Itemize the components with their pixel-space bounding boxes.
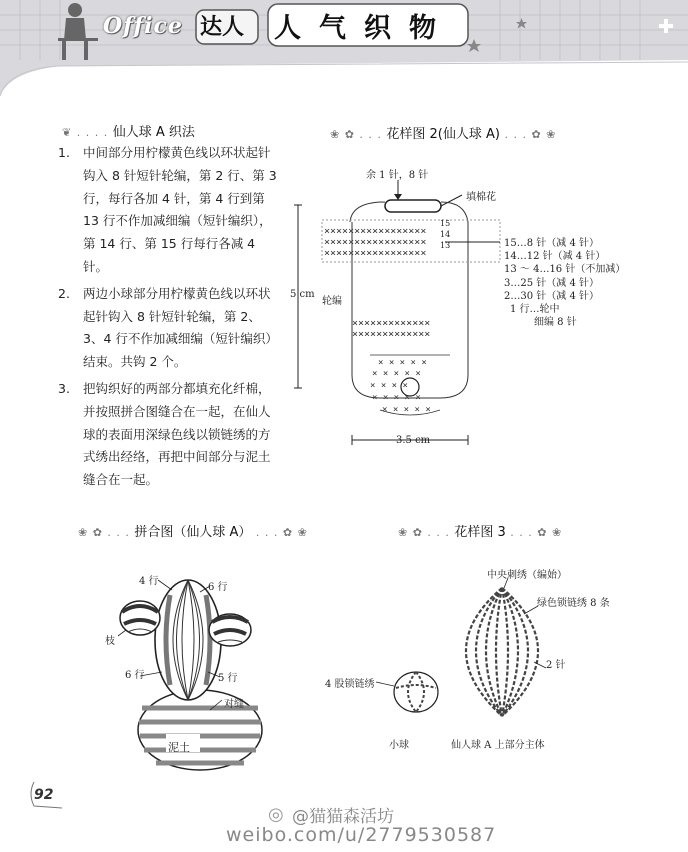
page-number: 92 — [34, 787, 54, 803]
weibo-logo-icon: ◎ — [268, 804, 284, 825]
diagram3-label-green-chain: 绿色锁链绣 8 条 — [537, 598, 610, 609]
watermark-url: weibo.com/u/2779530587 — [226, 824, 497, 846]
diagram2-label-width: 3.5 cm — [396, 435, 431, 446]
diagram2-label-round: 轮编 — [322, 296, 342, 307]
header-series-cn: 达人 — [200, 15, 245, 40]
page-header — [0, 0, 688, 96]
legend-item: 1 行…轮中 — [510, 304, 560, 316]
assembly-label-rows4: 4 行 — [139, 576, 159, 587]
svg-text:×××××××××××××: ××××××××××××× — [352, 318, 431, 329]
diagram2-legend — [504, 237, 625, 329]
step-number: 2. — [58, 285, 70, 301]
svg-text:×××××××××××××××××: ××××××××××××××××× — [324, 226, 427, 237]
legend-item: 细编 8 针 — [534, 317, 577, 329]
svg-text:× × × × ×: × × × × × — [372, 369, 421, 379]
step-text: 把钩织好的两部分都填充化纤棉，并按照拼合图缝合在一起，在仙人球的表面用深绿色线以锁链绣的方式绣出经络，再把中间部分与泥土缝合在一起。 — [83, 380, 271, 488]
diagram3-title: ❀ ✿ . . . 花样图 3 . . . ✿ ❀ — [398, 525, 563, 540]
legend-item: 14…12 针（减 4 针） — [504, 251, 606, 263]
legend-item: 2…30 针（减 4 针） — [504, 290, 599, 302]
ornament-icon: ❦ . . . . — [62, 126, 113, 139]
diagram2-label-height: 5 cm — [290, 289, 315, 300]
diagram3-title-text: 花样图 3 — [454, 525, 506, 540]
step-text: 两边小球部分用柠檬黄色线以环状起针钩入 8 针短针轮编，第 2、3、4 行不作加减细编（短针编织）结束。共钩 2 个。 — [83, 285, 278, 370]
diagram3-label-small-ball: 小球 — [389, 740, 409, 751]
diagram3-label-four-strand: 4 股锁链绣 — [325, 679, 375, 690]
watermark-handle: @猫猫森活坊 — [292, 807, 394, 827]
header-topic: 人气织物 — [274, 13, 454, 44]
svg-text:×××××××××××××: ××××××××××××× — [352, 329, 431, 340]
svg-text:×××××××××××××××××: ××××××××××××××××× — [324, 248, 427, 259]
assembly-title-text: 拼合图（仙人球 A） — [134, 525, 252, 540]
step-text: 中间部分用柠檬黄色线以环状起针钩入 8 针短针轮编，第 2 行、第 3 行，每行各加 4 针，第 4 行到第 13 行不作加减细编（短针编织），第 14 行、第 15 行每行各减 4 针。 — [83, 145, 277, 274]
assembly-label-rows6-top: 6 行 — [208, 582, 228, 593]
assembly-label-branch: 枝 — [105, 636, 115, 647]
diagram2-row-number: 13 — [440, 241, 451, 250]
diagram2-label-remain: 余 1 针，8 针 — [366, 170, 429, 181]
assembly-title: ❀ ✿ . . . 拼合图（仙人球 A） . . . ✿ ❀ — [78, 525, 308, 540]
step-number: 3. — [58, 380, 70, 396]
svg-text:× × × × ×: × × × × × — [382, 405, 431, 415]
diagram3-label-two-stitch: 2 针 — [546, 660, 566, 671]
legend-item: 15…8 针（减 4 针） — [504, 238, 599, 249]
instruction-step — [58, 283, 280, 374]
diagram2-row-number: 14 — [440, 230, 451, 239]
legend-item: 13 ～ 4…16 针（不加减） — [504, 264, 626, 276]
section-a-title-text: 仙人球 A 织法 — [112, 125, 195, 140]
diagram2-title-text: 花样图 2(仙人球 A) — [386, 127, 500, 142]
instruction-step — [58, 378, 280, 492]
header-series-en: Office — [103, 13, 183, 39]
assembly-label-soil: 泥土 — [168, 741, 190, 754]
diagram2-title: ❀ ✿ . . . 花样图 2(仙人球 A) . . . ✿ ❀ — [330, 127, 557, 142]
diagram3-label-center: 中央刺绣（编始） — [487, 570, 567, 581]
svg-text:× × × ×: × × × × — [370, 381, 408, 391]
instructions-list — [58, 142, 280, 492]
diagram2-row-number: 15 — [440, 219, 451, 228]
ornament-icon: ❀ ✿ . . . — [78, 526, 135, 539]
diagram3-label-main-body: 仙人球 A 上部分主体 — [451, 740, 545, 751]
ornament-icon: ❀ ✿ . . . — [398, 526, 455, 539]
assembly-label-rows5: 5 行 — [218, 673, 238, 684]
svg-text:×××××××××××××××××: ××××××××××××××××× — [324, 237, 427, 248]
assembly-label-rows6-left: 6 行 — [125, 670, 145, 681]
section-a-title — [62, 121, 195, 140]
svg-text:× × × × ×: × × × × × — [378, 358, 427, 368]
diagram2-label-fill: 填棉花 — [466, 192, 496, 203]
legend-item: 3…25 针（减 4 针） — [504, 277, 599, 289]
instruction-step — [58, 142, 280, 279]
svg-text:× × × × ×: × × × × × — [372, 393, 421, 403]
assembly-label-seam: 对缝 — [224, 699, 244, 710]
ornament-icon: ❀ ✿ . . . — [330, 128, 387, 141]
step-number: 1. — [58, 145, 70, 160]
